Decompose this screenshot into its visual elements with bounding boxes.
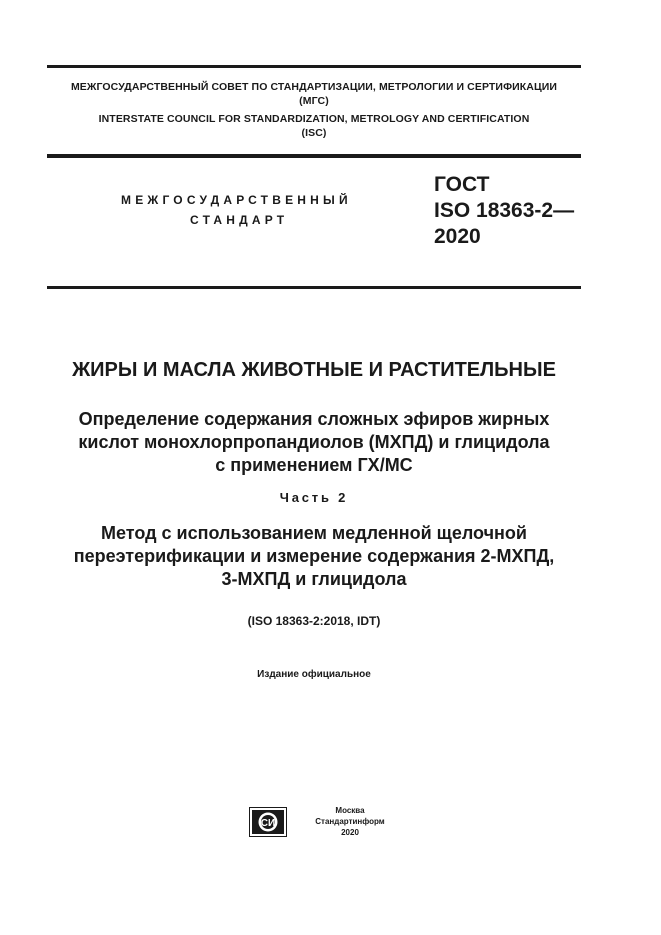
publisher-info — [310, 805, 390, 838]
edition-label: Издание официальное — [257, 669, 371, 680]
council-abbr-ru: (МГС) — [299, 95, 329, 107]
publisher-city: Москва — [335, 806, 365, 815]
council-name-en: INTERSTATE COUNCIL FOR STANDARDIZATION, METROLOGY AND CERTIFICATION — [98, 113, 530, 125]
subtitle-line-2: кислот монохлорпропандиолов (МХПД) и глицидола — [78, 432, 550, 452]
part-number: Часть 2 — [279, 490, 349, 505]
publisher-logo-icon — [249, 807, 287, 837]
gost-year: 2020 — [434, 225, 481, 248]
standard-label-line1: МЕЖГОСУДАРСТВЕННЫЙ — [121, 193, 352, 207]
council-abbr-en: (ISC) — [301, 127, 327, 139]
standard-label-line2: СТАНДАРТ — [190, 213, 289, 227]
subtitle-line-1: Определение содержания сложных эфиров жирных — [78, 409, 550, 429]
part-title-line-3: 3-МХПД и глицидола — [221, 569, 407, 589]
publisher-year: 2020 — [341, 828, 359, 837]
gost-number: ISO 18363-2— — [434, 199, 575, 222]
designation-rule — [47, 286, 581, 289]
iso-reference: (ISO 18363-2:2018, IDT) — [247, 614, 381, 628]
gost-label: ГОСТ — [434, 173, 490, 196]
subtitle-line-3: с применением ГХ/МС — [215, 455, 413, 475]
header-rule — [47, 154, 581, 158]
part-title-line-1: Метод с использованием медленной щелочной — [101, 523, 527, 543]
publisher-name: Стандартинформ — [315, 817, 385, 826]
council-name-ru: МЕЖГОСУДАРСТВЕННЫЙ СОВЕТ ПО СТАНДАРТИЗАЦИИ, МЕТРОЛОГИИ И СЕРТИФИКАЦИИ — [70, 81, 558, 93]
part-title-line-2: переэтерификации и измерение содержания 2-МХПД, — [73, 546, 555, 566]
document-title: ЖИРЫ И МАСЛА ЖИВОТНЫЕ И РАСТИТЕЛЬНЫЕ — [72, 359, 556, 381]
publisher-logo-text: СИ — [260, 818, 276, 829]
top-rule — [47, 65, 581, 68]
